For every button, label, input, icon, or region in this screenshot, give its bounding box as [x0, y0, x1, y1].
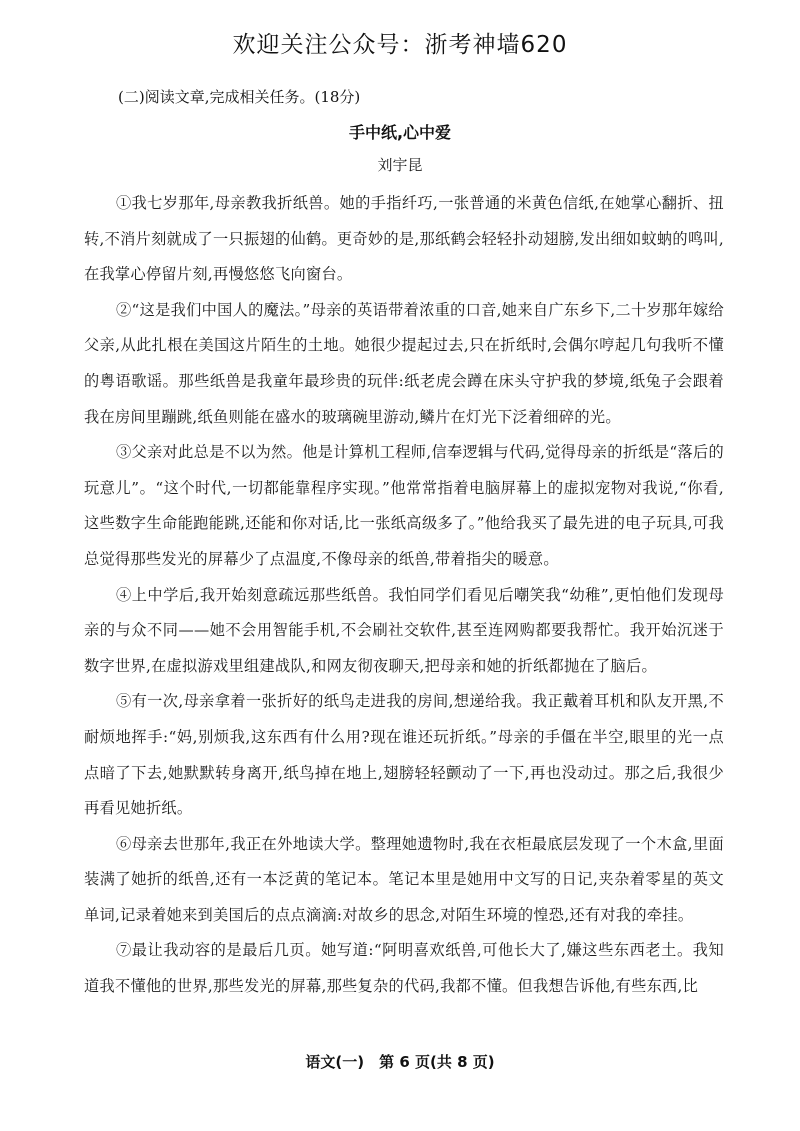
section-heading: (二)阅读文章,完成相关任务。(18分) [118, 88, 361, 106]
page-header-title: 欢迎关注公众号：浙考神墙620 [232, 32, 568, 58]
paragraph-5: ⑤有一次,母亲拿着一张折好的纸鸟走进我的房间,想递给我。我正戴着耳机和队友开黑,不耐烦地挥手:“妈,别烦我,这东西有什么用?现在谁还玩折纸。”母亲的手僵在半空,眼里的光一点点暗了下去,她默默转身离开,纸鸟掉在地上,翅膀轻轻颤动了一下,再也没动过。那之后,我很少再看见她折纸。 [84, 692, 724, 818]
paragraph-4: ④上中学后,我开始刻意疏远那些纸兽。我怕同学们看见后嘲笑我“幼稚”,更怕他们发现母亲的与众不同——她不会用智能手机,不会刷社交软件,甚至连网购都要我帮忙。我开始沉迷于数字世界,在虚拟游戏里组建战队,和网友彻夜聊天,把母亲和她的折纸都抛在了脑后。 [84, 585, 724, 675]
paragraph-3: ③父亲对此总是不以为然。他是计算机工程师,信奉逻辑与代码,觉得母亲的折纸是“落后的玩意儿”。“这个时代,一切都能靠程序实现。”他常常指着电脑屏幕上的虚拟宠物对我说,“你看,这些数字生命能跑能跳,还能和你对话,比一张纸高级多了。”他给我买了最先进的电子玩具,可我总觉得那些发光的屏幕少了点温度,不像母亲的纸兽,带着指尖的暖意。 [84, 443, 724, 568]
article-author: 刘宇昆 [377, 156, 423, 174]
paragraph-1: ①我七岁那年,母亲教我折纸兽。她的手指纤巧,一张普通的米黄色信纸,在她掌心翻折、扭转,不消片刻就成了一只振翅的仙鹤。更奇妙的是,那纸鹤会轻轻扑动翅膀,发出细如蚊蚋的鸣叫,在我掌心停留片刻,再慢悠悠飞向窗台。 [84, 194, 725, 284]
article-title: 手中纸,心中爱 [348, 123, 452, 142]
page-footer: 语文(一) 第 6 页(共 8 页) [305, 1053, 495, 1071]
paragraph-6: ⑥母亲去世那年,我正在外地读大学。整理她遗物时,我在衣柜最底层发现了一个木盒,里面装满了她折的纸兽,还有一本泛黄的笔记本。笔记本里是她用中文写的日记,夹杂着零星的英文单词,记录着她来到美国后的点点滴滴:对故乡的思念,对陌生环境的惶恐,还有对我的牵挂。 [84, 834, 724, 924]
article-body [84, 186, 724, 1005]
paragraph-7: ⑦最让我动容的是最后几页。她写道:“阿明喜欢纸兽,可他长大了,嫌这些东西老土。我知道我不懂他的世界,那些发光的屏幕,那些复杂的代码,我都不懂。但我想告诉他,有些东西,比 [84, 941, 724, 996]
paragraph-2: ②“这是我们中国人的魔法。”母亲的英语带着浓重的口音,她来自广东乡下,二十岁那年嫁给父亲,从此扎根在美国这片陌生的土地。她很少提起过去,只在折纸时,会偶尔哼起几句我听不懂的粤语歌谣。那些纸兽是我童年最珍贵的玩伴:纸老虎会蹲在床头守护我的梦境,纸兔子会跟着我在房间里蹦跳,纸鱼则能在盛水的玻璃碗里游动,鳞片在灯光下泛着细碎的光。 [84, 300, 724, 426]
